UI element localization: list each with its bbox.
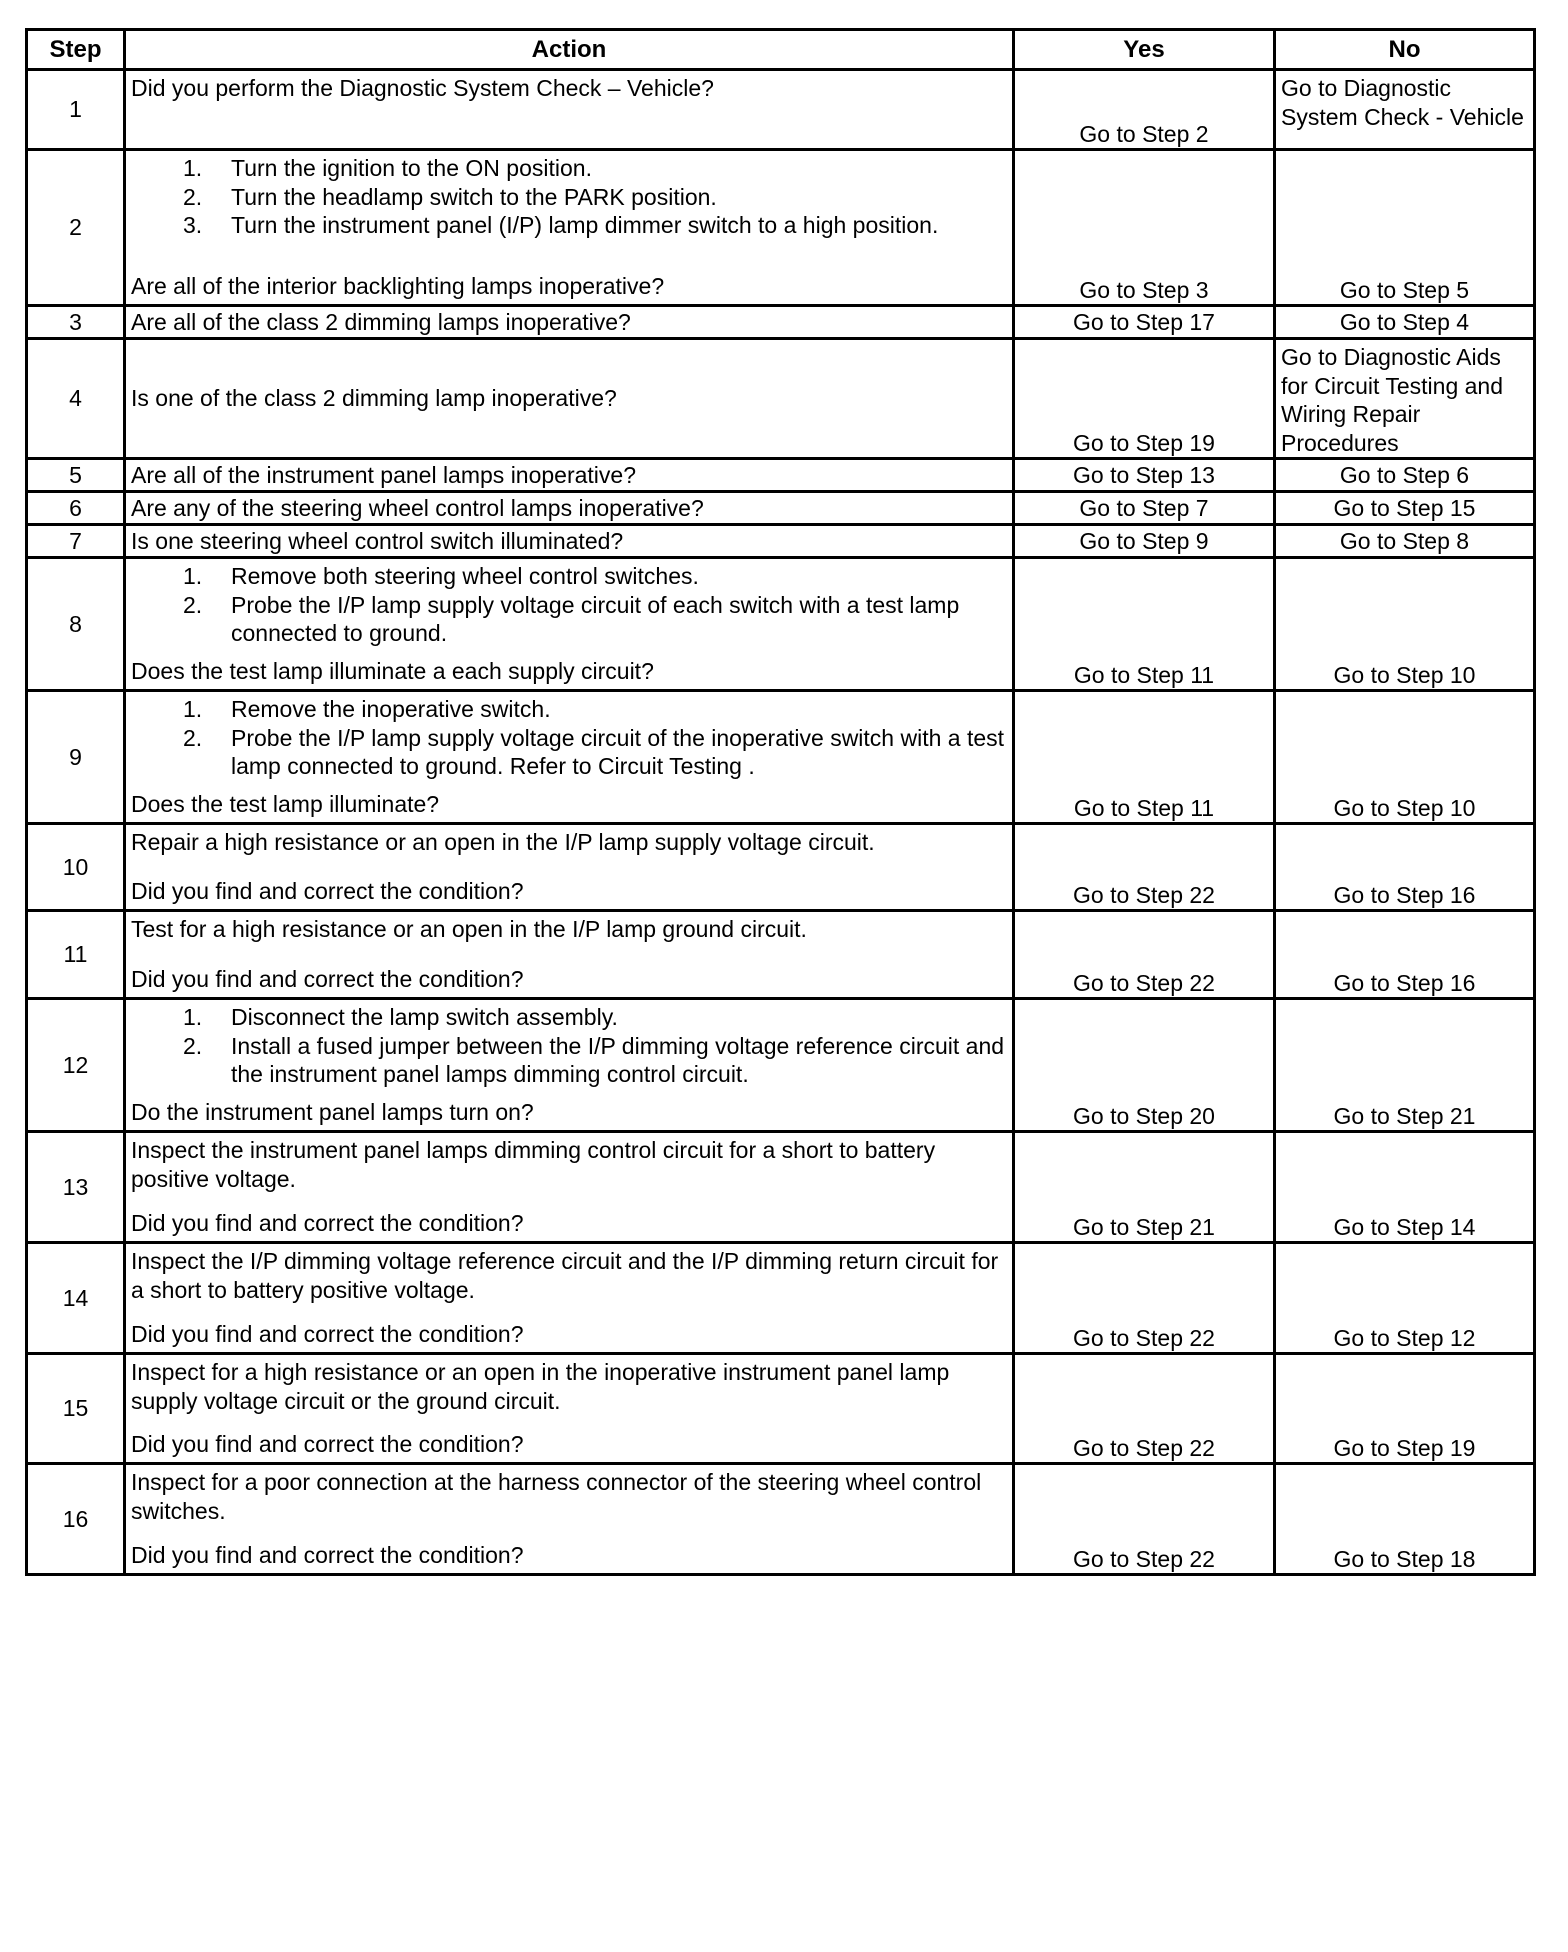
- no-cell: Go to Diagnostic System Check - Vehicle: [1275, 70, 1535, 150]
- action-step-text: Disconnect the lamp switch assembly.: [231, 1004, 618, 1030]
- action-step-number: 2.: [183, 591, 203, 618]
- table-row: [27, 558, 1535, 691]
- no-cell: Go to Step 18: [1275, 1464, 1535, 1575]
- action-step-number: 1.: [183, 696, 203, 722]
- action-text: Test for a high resistance or an open in the I/P lamp ground circuit.: [131, 916, 807, 942]
- action-step-number: 2.: [183, 183, 203, 210]
- action-cell: [125, 1132, 1014, 1243]
- action-question: Did you find and correct the condition?: [131, 965, 524, 992]
- action-step-text: Remove both steering wheel control switches.: [231, 563, 699, 589]
- action-step-item: [131, 154, 1007, 183]
- no-cell: Go to Step 12: [1275, 1243, 1535, 1354]
- yes-cell: Go to Step 13: [1014, 459, 1275, 492]
- no-cell: Go to Step 4: [1275, 306, 1535, 339]
- table-row: [27, 1464, 1535, 1575]
- table-row: [27, 824, 1535, 911]
- no-cell: Go to Step 5: [1275, 150, 1535, 306]
- action-question: Are all of the interior backlighting lamps inoperative?: [131, 272, 665, 299]
- action-step-item: [131, 1032, 1007, 1089]
- yes-cell: Go to Step 7: [1014, 492, 1275, 525]
- action-text: Inspect the I/P dimming voltage reference circuit and the I/P dimming return circuit for a short to battery positive voltage.: [131, 1248, 999, 1303]
- step-number: 14: [27, 1243, 125, 1354]
- table-row: [27, 306, 1535, 339]
- table-row: [27, 1132, 1535, 1243]
- step-number: 12: [27, 999, 125, 1132]
- action-question: Are all of the class 2 dimming lamps inoperative?: [131, 308, 631, 335]
- action-step-item: [131, 562, 1007, 591]
- no-cell: Go to Step 10: [1275, 558, 1535, 691]
- yes-cell: Go to Step 22: [1014, 824, 1275, 911]
- table-row: [27, 70, 1535, 150]
- yes-cell: Go to Step 21: [1014, 1132, 1275, 1243]
- action-cell: [125, 459, 1014, 492]
- table-row: [27, 339, 1535, 459]
- action-step-item: [131, 1003, 1007, 1032]
- no-cell: Go to Step 6: [1275, 459, 1535, 492]
- action-step-item: [131, 724, 1007, 781]
- step-number: 9: [27, 691, 125, 824]
- action-steps-list: [131, 154, 1007, 240]
- table-row: [27, 999, 1535, 1132]
- action-cell: [125, 911, 1014, 999]
- step-number: 13: [27, 1132, 125, 1243]
- yes-cell: Go to Step 17: [1014, 306, 1275, 339]
- header-no: No: [1275, 30, 1535, 70]
- step-number: 2: [27, 150, 125, 306]
- table-row: [27, 1243, 1535, 1354]
- action-question: Did you find and correct the condition?: [131, 1541, 524, 1568]
- yes-cell: Go to Step 20: [1014, 999, 1275, 1132]
- action-step-number: 2.: [183, 724, 203, 751]
- action-step-number: 1.: [183, 563, 203, 589]
- action-step-text: Turn the headlamp switch to the PARK position.: [231, 183, 717, 210]
- action-question: Did you find and correct the condition?: [131, 1209, 524, 1236]
- yes-cell: Go to Step 9: [1014, 525, 1275, 558]
- action-step-number: 2.: [183, 1032, 203, 1059]
- step-number: 4: [27, 339, 125, 459]
- action-step-number: 1.: [183, 155, 203, 181]
- table-row: [27, 691, 1535, 824]
- step-number: 3: [27, 306, 125, 339]
- step-number: 8: [27, 558, 125, 691]
- action-question: Do the instrument panel lamps turn on?: [131, 1098, 534, 1125]
- action-cell: [125, 306, 1014, 339]
- table-row: [27, 1354, 1535, 1464]
- action-question: Is one steering wheel control switch illuminated?: [131, 527, 624, 554]
- action-step-text: Remove the inoperative switch.: [231, 696, 551, 722]
- no-cell: Go to Step 8: [1275, 525, 1535, 558]
- step-number: 10: [27, 824, 125, 911]
- action-question: Did you find and correct the condition?: [131, 877, 524, 904]
- action-question: Does the test lamp illuminate a each supply circuit?: [131, 657, 654, 684]
- action-text: Inspect for a high resistance or an open in the inoperative instrument panel lamp supply voltage circuit or the ground circuit.: [131, 1359, 950, 1414]
- yes-cell: Go to Step 22: [1014, 1354, 1275, 1464]
- table-row: [27, 459, 1535, 492]
- no-cell: Go to Step 19: [1275, 1354, 1535, 1464]
- no-cell: Go to Step 16: [1275, 824, 1535, 911]
- action-cell: [125, 999, 1014, 1132]
- step-number: 16: [27, 1464, 125, 1575]
- action-step-number: 3.: [183, 212, 203, 238]
- action-question: Did you find and correct the condition?: [131, 1430, 524, 1457]
- action-steps-list: [131, 562, 1007, 648]
- action-steps-list: [131, 1003, 1007, 1089]
- table-body: [27, 70, 1535, 1575]
- step-number: 1: [27, 70, 125, 150]
- action-cell: [125, 824, 1014, 911]
- action-text: Did you perform the Diagnostic System Check – Vehicle?: [131, 75, 714, 101]
- action-text: Inspect for a poor connection at the harness connector of the steering wheel control switches.: [131, 1469, 982, 1524]
- action-question: Is one of the class 2 dimming lamp inoperative?: [131, 385, 617, 412]
- yes-cell: Go to Step 22: [1014, 911, 1275, 999]
- action-step-item: [131, 591, 1007, 648]
- step-number: 5: [27, 459, 125, 492]
- action-step-text: Probe the I/P lamp supply voltage circuit of the inoperative switch with a test lamp connected to ground. Refer to Circuit Testing .: [231, 724, 1005, 779]
- action-question: Does the test lamp illuminate?: [131, 790, 440, 817]
- action-question: Are any of the steering wheel control lamps inoperative?: [131, 494, 704, 521]
- action-step-text: Turn the ignition to the ON position.: [231, 155, 592, 181]
- yes-cell: Go to Step 22: [1014, 1243, 1275, 1354]
- action-cell: [125, 1354, 1014, 1464]
- action-cell: [125, 70, 1014, 150]
- table-row: [27, 150, 1535, 306]
- no-cell: Go to Step 15: [1275, 492, 1535, 525]
- table-row: [27, 911, 1535, 999]
- yes-cell: Go to Step 3: [1014, 150, 1275, 306]
- header-step: Step: [27, 30, 125, 70]
- step-number: 6: [27, 492, 125, 525]
- action-steps-list: [131, 695, 1007, 781]
- yes-cell: Go to Step 22: [1014, 1464, 1275, 1575]
- yes-cell: Go to Step 2: [1014, 70, 1275, 150]
- no-cell: Go to Step 14: [1275, 1132, 1535, 1243]
- yes-cell: Go to Step 11: [1014, 558, 1275, 691]
- action-question: Are all of the instrument panel lamps inoperative?: [131, 461, 637, 488]
- no-cell: Go to Step 10: [1275, 691, 1535, 824]
- action-cell: [125, 558, 1014, 691]
- action-cell: [125, 525, 1014, 558]
- action-step-number: 1.: [183, 1004, 203, 1030]
- action-step-text: Turn the instrument panel (I/P) lamp dimmer switch to a high position.: [231, 212, 939, 238]
- table-row: [27, 525, 1535, 558]
- action-cell: [125, 1464, 1014, 1575]
- action-cell: [125, 691, 1014, 824]
- action-step-text: Probe the I/P lamp supply voltage circuit of each switch with a test lamp connected to ground.: [231, 591, 960, 646]
- action-text: Repair a high resistance or an open in the I/P lamp supply voltage circuit.: [131, 829, 875, 855]
- action-cell: [125, 150, 1014, 306]
- action-cell: [125, 492, 1014, 525]
- action-step-item: [131, 695, 1007, 724]
- action-cell: [125, 339, 1014, 459]
- no-cell: Go to Diagnostic Aids for Circuit Testing and Wiring Repair Procedures: [1275, 339, 1535, 459]
- step-number: 7: [27, 525, 125, 558]
- header-yes: Yes: [1014, 30, 1275, 70]
- action-step-text: Install a fused jumper between the I/P dimming voltage reference circuit and the instrument panel lamps dimming control circuit.: [231, 1032, 1005, 1087]
- action-cell: [125, 1243, 1014, 1354]
- action-question: Did you find and correct the condition?: [131, 1320, 524, 1347]
- diagnostic-table: [25, 28, 1536, 1576]
- table-row: [27, 492, 1535, 525]
- action-step-item: [131, 183, 1007, 212]
- step-number: 11: [27, 911, 125, 999]
- header-row: [27, 30, 1535, 70]
- step-number: 15: [27, 1354, 125, 1464]
- no-cell: Go to Step 21: [1275, 999, 1535, 1132]
- action-text: Inspect the instrument panel lamps dimming control circuit for a short to battery positive voltage.: [131, 1137, 936, 1192]
- no-cell: Go to Step 16: [1275, 911, 1535, 999]
- yes-cell: Go to Step 11: [1014, 691, 1275, 824]
- header-action: Action: [125, 30, 1014, 70]
- action-step-item: [131, 211, 1007, 240]
- yes-cell: Go to Step 19: [1014, 339, 1275, 459]
